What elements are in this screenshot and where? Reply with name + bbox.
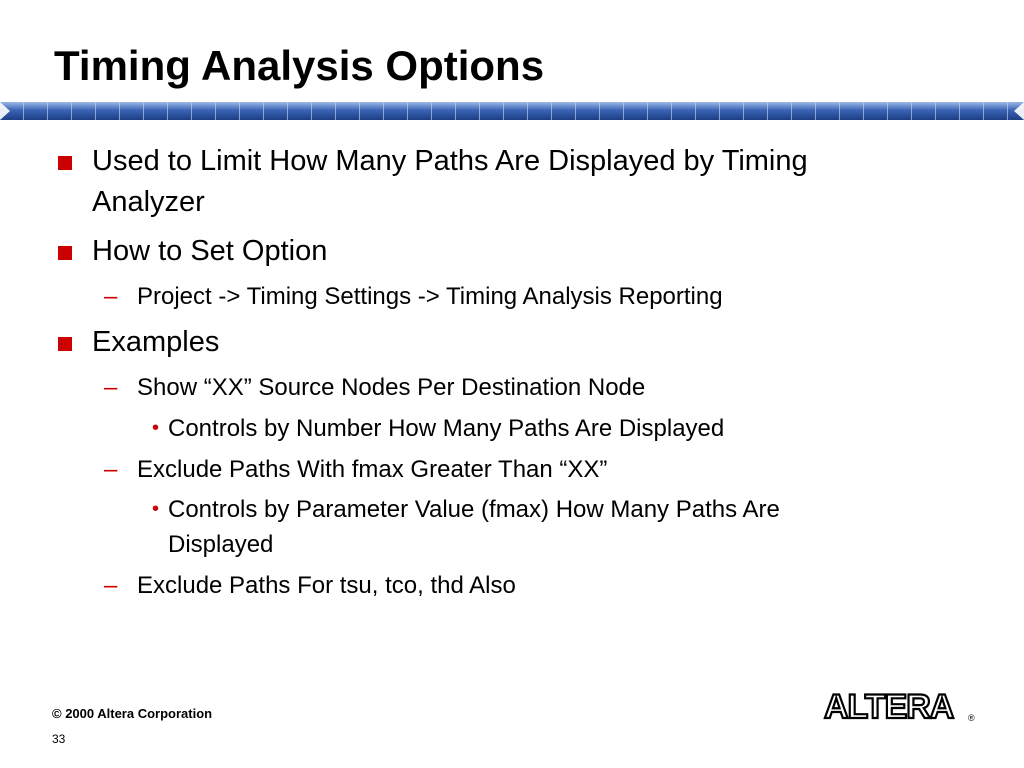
title-divider-bar (0, 102, 1024, 120)
bullet-square-marker (58, 156, 72, 170)
footer-copyright: © 2000 Altera Corporation (52, 706, 213, 721)
bullet-square-marker (58, 246, 72, 260)
bullet-3-subitem-1: Show “XX” Source Nodes Per Destination Node (137, 374, 646, 401)
bullet-2-text: How to Set Option (92, 235, 328, 267)
logo-wordmark: ALTERA (824, 688, 954, 724)
bullet-1-line-1: Used to Limit How Many Paths Are Displayed by Timing (92, 145, 808, 177)
bullet-3-subitem-2-detail-line-2: Displayed (168, 531, 274, 558)
bullet-3-text: Examples (92, 326, 220, 358)
registered-mark: ® (968, 713, 975, 723)
bullet-3-subitem-2-detail-line-1: Controls by Parameter Value (fmax) How Many Paths Are (168, 496, 780, 523)
bullet-3-subitem-3: Exclude Paths For tsu, tco, thd Also (137, 572, 516, 599)
slide-title: Timing Analysis Options (54, 42, 545, 89)
dot-marker: • (152, 498, 160, 520)
dash-marker: – (104, 374, 118, 401)
bullet-3-subitem-1-detail: Controls by Number How Many Paths Are Displayed (168, 415, 725, 442)
dash-marker: – (104, 456, 118, 483)
dot-marker: • (152, 417, 160, 439)
altera-logo (822, 688, 978, 724)
bullet-2-subitem-1: Project -> Timing Settings -> Timing Analysis Reporting (137, 283, 723, 310)
bullet-1-line-2: Analyzer (92, 186, 205, 218)
bullet-3-subitem-2: Exclude Paths With fmax Greater Than “XX” (137, 456, 608, 483)
dash-marker: – (104, 283, 118, 310)
dash-marker: – (104, 572, 118, 599)
bullet-square-marker (58, 337, 72, 351)
page-number: 33 (52, 732, 66, 746)
